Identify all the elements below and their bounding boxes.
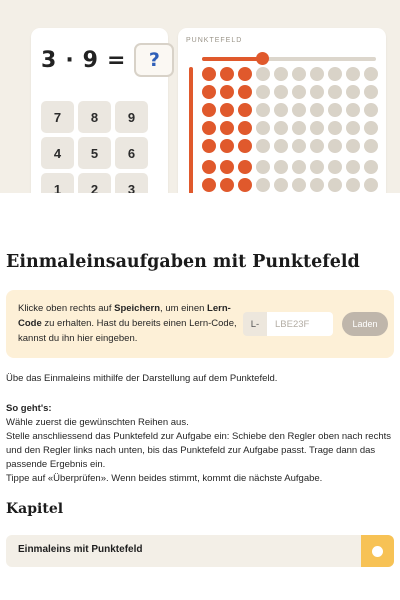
dot-active <box>202 85 216 99</box>
dot-inactive <box>256 160 270 174</box>
howto-step: Wähle zuerst die gewünschten Reihen aus. <box>6 417 189 428</box>
dot-inactive <box>346 160 360 174</box>
numpad-key[interactable]: 4 <box>41 137 74 169</box>
dot-inactive <box>256 103 270 117</box>
dot-active <box>202 67 216 81</box>
dot-active <box>202 178 216 192</box>
dot-active <box>202 121 216 135</box>
howto-heading: So geht's: <box>6 403 52 414</box>
dot-inactive <box>346 67 360 81</box>
dot-inactive <box>364 85 378 99</box>
dot-inactive <box>256 85 270 99</box>
dot-grid <box>202 67 378 193</box>
dot-inactive <box>310 85 324 99</box>
dot-active <box>220 103 234 117</box>
save-keyword: Speichern <box>114 303 161 314</box>
dot-active <box>238 103 252 117</box>
dot-field-label: PUNKTEFELD <box>186 37 243 44</box>
dot-inactive <box>274 121 288 135</box>
dot-inactive <box>292 121 306 135</box>
dot-active <box>220 139 234 153</box>
numpad-key[interactable]: 1 <box>41 173 74 193</box>
dot-inactive <box>328 139 342 153</box>
dot-active <box>220 67 234 81</box>
dot-inactive <box>274 85 288 99</box>
dot-active <box>220 85 234 99</box>
learn-code-box <box>6 290 394 358</box>
numpad-key[interactable]: 3 <box>115 173 148 193</box>
dot-active <box>220 178 234 192</box>
howto-steps <box>6 416 394 486</box>
dot-inactive <box>328 85 342 99</box>
dot-inactive <box>292 178 306 192</box>
dot-inactive <box>328 103 342 117</box>
dot-inactive <box>292 67 306 81</box>
dot-inactive <box>346 178 360 192</box>
numpad-key[interactable]: 9 <box>115 101 148 133</box>
numpad-key[interactable]: 2 <box>78 173 111 193</box>
chapters-title: Kapitel <box>6 501 64 517</box>
dot-inactive <box>310 67 324 81</box>
hint-text: , um einen <box>160 303 208 314</box>
dot-inactive <box>292 160 306 174</box>
dot-inactive <box>310 121 324 135</box>
dot-inactive <box>328 67 342 81</box>
dot-inactive <box>274 178 288 192</box>
factor-a: 3 <box>41 47 57 73</box>
howto-step: Tippe auf «Überprüfen». Wenn beides stimmt, kommt die nächste Aufgabe. <box>6 473 323 484</box>
column-slider[interactable] <box>202 57 376 61</box>
dot-active <box>238 121 252 135</box>
dot-inactive <box>364 139 378 153</box>
dot-inactive <box>256 178 270 192</box>
dot-active <box>238 178 252 192</box>
multiply-sign: · <box>65 47 74 73</box>
dot-inactive <box>364 103 378 117</box>
equation <box>41 43 174 77</box>
dot-active <box>220 121 234 135</box>
chapter-label: Einmaleins mit Punktefeld <box>18 544 143 555</box>
toggle-knob-icon <box>372 546 383 557</box>
numpad-key[interactable]: 8 <box>78 101 111 133</box>
dot-inactive <box>292 103 306 117</box>
dot-inactive <box>364 121 378 135</box>
dot-inactive <box>274 139 288 153</box>
learn-code-input[interactable] <box>267 312 333 336</box>
code-prefix: L- <box>243 312 267 336</box>
dot-inactive <box>346 139 360 153</box>
dot-inactive <box>346 103 360 117</box>
load-button[interactable]: Laden <box>342 312 388 336</box>
intro-text: Übe das Einmaleins mithilfe der Darstellung auf dem Punktefeld. <box>6 373 278 384</box>
dot-inactive <box>346 121 360 135</box>
dot-active <box>202 160 216 174</box>
hero-illustration <box>0 0 400 193</box>
dot-inactive <box>274 67 288 81</box>
dot-active <box>220 160 234 174</box>
dot-inactive <box>364 178 378 192</box>
dot-inactive <box>328 121 342 135</box>
learn-code-hint <box>18 301 238 346</box>
numpad <box>41 101 148 193</box>
dot-inactive <box>346 85 360 99</box>
dot-inactive <box>328 160 342 174</box>
hint-text: Klicke oben rechts auf <box>18 303 115 314</box>
hint-text: zu erhalten. Hast du bereits einen Lern-Code, kannst du ihn hier eingeben. <box>18 318 237 344</box>
dot-inactive <box>310 139 324 153</box>
dot-inactive <box>256 121 270 135</box>
dot-inactive <box>310 178 324 192</box>
dot-active <box>202 103 216 117</box>
dot-inactive <box>274 103 288 117</box>
column-slider-fill <box>202 57 262 61</box>
numpad-key[interactable]: 6 <box>115 137 148 169</box>
chapter-item[interactable] <box>6 535 394 567</box>
dot-active <box>202 139 216 153</box>
page-title: Einmaleinsaufgaben mit Punktefeld <box>6 252 360 272</box>
dot-inactive <box>274 160 288 174</box>
dot-active <box>238 85 252 99</box>
factor-b: 9 <box>82 47 98 73</box>
chapter-toggle[interactable] <box>361 535 394 567</box>
dot-inactive <box>256 67 270 81</box>
equals-sign: = <box>106 47 126 73</box>
dot-inactive <box>256 139 270 153</box>
column-slider-handle[interactable] <box>256 52 269 65</box>
dot-active <box>238 139 252 153</box>
numpad-key[interactable]: 5 <box>78 137 111 169</box>
dot-active <box>238 67 252 81</box>
dot-inactive <box>364 160 378 174</box>
dot-active <box>238 160 252 174</box>
dot-inactive <box>328 178 342 192</box>
answer-box[interactable]: ? <box>134 43 174 77</box>
dot-inactive <box>310 103 324 117</box>
dot-inactive <box>292 139 306 153</box>
exercise-card <box>31 28 168 193</box>
dot-inactive <box>364 67 378 81</box>
howto-step: Stelle anschliessend das Punktefeld zur Aufgabe ein: Schiebe den Regler oben nach rechts und den Regler links nach unten, bis das Punktefeld zur Aufgabe passt. Trage dann das passende Ergebnis ein. <box>6 431 392 470</box>
learn-code-keyword: Lern-Code <box>18 303 231 329</box>
dot-inactive <box>310 160 324 174</box>
dot-inactive <box>292 85 306 99</box>
numpad-key[interactable]: 7 <box>41 101 74 133</box>
row-slider[interactable] <box>189 67 193 193</box>
dot-field-card <box>178 28 386 193</box>
